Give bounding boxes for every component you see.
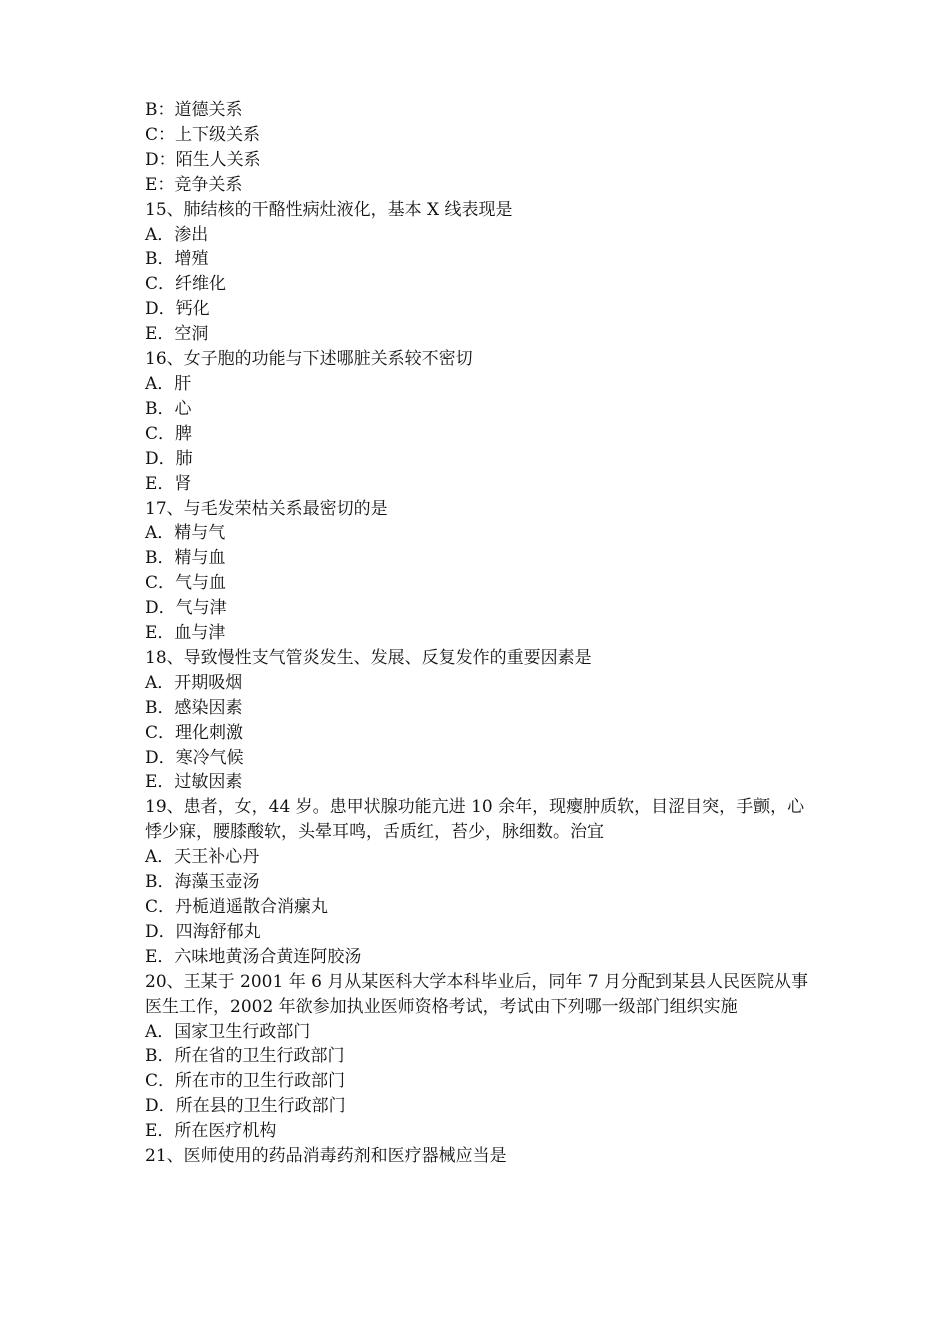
option-e: E．所在医疗机构 (145, 1121, 277, 1142)
option-d: D．肺 (145, 448, 193, 469)
question-stem: 20、王某于 2001 年 6 月从某医科大学本科毕业后，同年 7 月分配到某县人民医院从事医生工作，2002 年欲参加执业医师资格考试，考试由下列哪一级部门组织实施 (145, 971, 808, 1017)
option-d: D．四海舒郁丸 (145, 921, 261, 942)
document-page (145, 98, 810, 1169)
option-e: E：竞争关系 (145, 174, 243, 195)
question-21 (145, 1144, 810, 1169)
question-20 (145, 970, 810, 1144)
option-c: C．脾 (145, 423, 193, 444)
option-a: A．渗出 (145, 224, 209, 245)
question-stem: 15、肺结核的干酪性病灶液化，基本 X 线表现是 (145, 199, 513, 220)
option-e: E．六味地黄汤合黄连阿胶汤 (145, 946, 362, 967)
option-d: D：陌生人关系 (145, 149, 261, 170)
option-b: B．海藻玉壶汤 (145, 872, 260, 893)
option-d: D．寒冷气候 (145, 747, 244, 768)
option-d: D．所在县的卫生行政部门 (145, 1096, 346, 1117)
option-a: A．开期吸烟 (145, 672, 243, 693)
option-c: C：上下级关系 (145, 124, 261, 145)
option-a: A．国家卫生行政部门 (145, 1021, 311, 1042)
question-stem: 19、患者，女，44 岁。患甲状腺功能亢进 10 余年，现瘿肿质软，目涩目突，手颤，心悸少寐，腰膝酸软，头晕耳鸣，舌质红，苔少，脉细数。治宜 (145, 797, 805, 843)
option-c: C．丹栀逍遥散合消瘰丸 (145, 897, 329, 917)
question-17 (145, 497, 810, 646)
question-15 (145, 198, 810, 347)
question-14-options-continued (145, 98, 810, 198)
option-b: B．所在省的卫生行政部门 (145, 1046, 345, 1067)
option-b: B．感染因素 (145, 697, 243, 718)
option-c: C．纤维化 (145, 274, 227, 295)
option-b: B．精与血 (145, 548, 226, 569)
option-e: E．过敏因素 (145, 772, 243, 793)
option-c: C．理化刺激 (145, 722, 244, 743)
option-b: B：道德关系 (145, 100, 243, 120)
question-stem: 21、医师使用的药品消毒药剂和医疗器械应当是 (145, 1146, 507, 1167)
option-e: E．血与津 (145, 623, 226, 644)
option-a: A．精与气 (145, 523, 226, 544)
question-18 (145, 646, 810, 795)
question-16 (145, 347, 810, 496)
option-c: C．所在市的卫生行政部门 (145, 1071, 346, 1092)
option-c: C．气与血 (145, 573, 227, 594)
option-a: A．天王补心丹 (145, 847, 260, 868)
option-b: B．心 (145, 398, 192, 419)
option-a: A．肝 (145, 373, 192, 394)
option-e: E．肾 (145, 473, 192, 494)
question-stem: 18、导致慢性支气管炎发生、发展、反复发作的重要因素是 (145, 647, 592, 668)
question-stem: 16、女子胞的功能与下述哪脏关系较不密切 (145, 349, 473, 370)
question-stem: 17、与毛发荣枯关系最密切的是 (145, 498, 388, 519)
option-e: E．空洞 (145, 324, 209, 345)
question-19 (145, 795, 810, 969)
option-b: B．增殖 (145, 249, 209, 270)
option-d: D．钙化 (145, 299, 210, 320)
option-d: D．气与津 (145, 598, 227, 619)
